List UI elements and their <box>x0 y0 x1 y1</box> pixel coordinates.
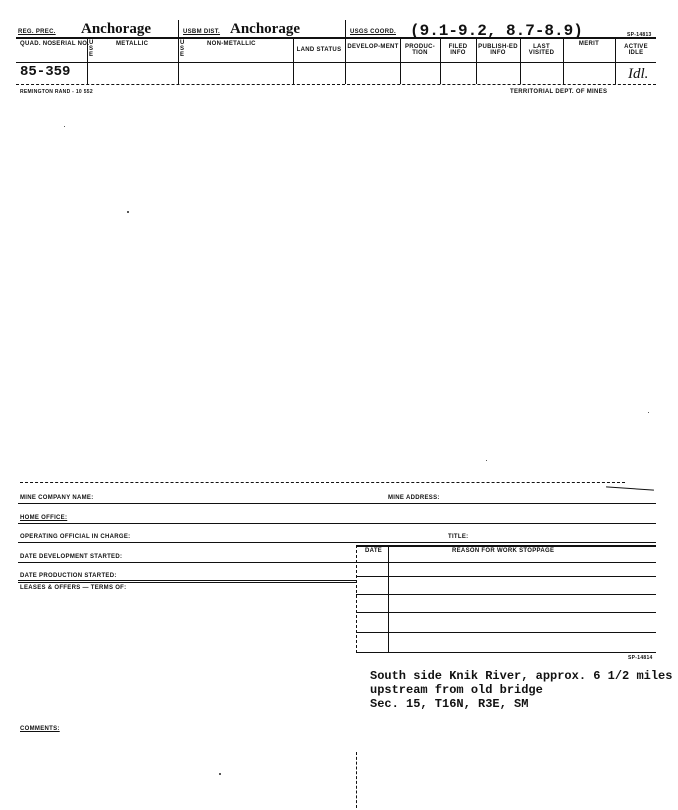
quad-serial-value: 85-359 <box>20 64 71 80</box>
usbm-dist-label: USBM DIST. <box>183 29 221 35</box>
col-last-visited: LAST VISITED <box>528 44 555 56</box>
form-number-2: SP-14814 <box>628 655 653 661</box>
territorial-dept-label: TERRITORIAL DEPT. OF MINES <box>510 89 608 95</box>
mine-address-label: MINE ADDRESS: <box>388 495 440 501</box>
col-quad-no: QUAD. NO. <box>20 41 55 47</box>
operating-official-label: OPERATING OFFICIAL IN CHARGE: <box>20 534 131 540</box>
printer-imprint: REMINGTON RAND - 10 552 <box>20 89 93 95</box>
date-production-started-label: DATE PRODUCTION STARTED: <box>20 573 117 579</box>
col-use-nonmetallic: U S E <box>180 40 185 58</box>
col-metallic: METALLIC <box>116 41 149 47</box>
header-rule <box>16 37 656 39</box>
reg-prec-label: REG. PREC. <box>18 29 56 35</box>
col-active-idle: ACTIVE IDLE <box>624 44 648 56</box>
reg-prec-value: Anchorage <box>81 21 151 37</box>
date-development-started-label: DATE DEVELOPMENT STARTED: <box>20 554 123 560</box>
location-line-3: Sec. 15, T16N, R3E, SM <box>370 697 529 711</box>
col-development: DEVELOP-MENT <box>347 44 399 50</box>
location-line-2: upstream from old bridge <box>370 683 543 697</box>
leases-offers-label: LEASES & OFFERS — TERMS OF: <box>20 585 127 591</box>
stoppage-reason-label: REASON FOR WORK STOPPAGE <box>452 548 555 554</box>
column-header-rule <box>16 62 656 63</box>
col-merit: MERIT <box>578 41 600 47</box>
active-idle-mark: Idl. <box>628 66 649 82</box>
col-non-metallic: NON-METALLIC <box>207 41 256 47</box>
col-filed-info: FILED INFO <box>448 44 468 56</box>
usgs-coord-label: USGS COORD. <box>350 29 396 35</box>
location-line-1: South side Knik River, approx. 6 1/2 miles <box>370 669 673 683</box>
col-published-info: PUBLISH-ED INFO <box>478 44 518 56</box>
mine-company-name-label: MINE COMPANY NAME: <box>20 495 94 501</box>
title-label: TITLE: <box>448 534 469 540</box>
stoppage-date-label: DATE <box>365 548 383 554</box>
form-number: SP-14813 <box>627 32 652 38</box>
col-serial-no: SERIAL NO. <box>52 41 90 47</box>
usgs-coord-value: (9.1-9.2, 8.7-8.9) <box>410 22 583 40</box>
col-production: PRODUC-TION <box>404 44 436 56</box>
comments-label: COMMENTS: <box>20 726 60 732</box>
home-office-label: HOME OFFICE: <box>20 515 68 521</box>
usbm-dist-value: Anchorage <box>230 21 300 37</box>
card-bottom-rule <box>16 84 656 85</box>
col-use-metallic: U S E <box>89 40 94 58</box>
col-land-status: LAND STATUS <box>296 47 342 53</box>
